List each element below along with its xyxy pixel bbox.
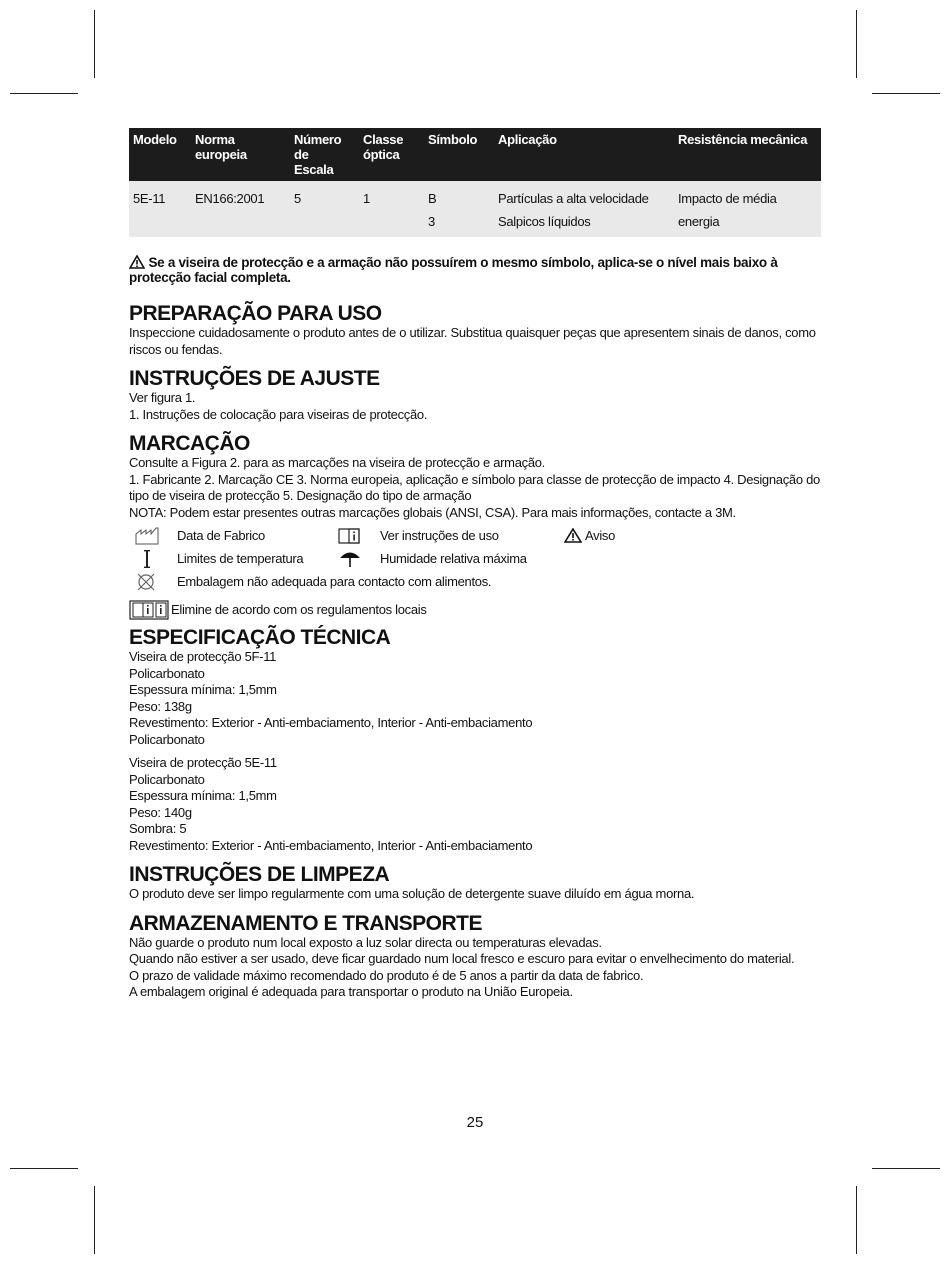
cell-simbolo — [424, 181, 494, 237]
spec-block-5e11 — [129, 755, 821, 854]
symbol-temperature — [129, 549, 338, 569]
not-food-safe-icon — [135, 572, 159, 592]
header-norma: Norma europeia — [191, 128, 290, 181]
crop-mark — [10, 1168, 78, 1169]
section-title-especificacao: ESPECIFICAÇÃO TÉCNICA — [129, 626, 391, 649]
spec-line: Policarbonato — [129, 665, 205, 681]
warning-note-text: Se a viseira de protecção e a armação não possuírem o mesmo símbolo, aplica-se o nível mais baixo à protecção facial completa. — [129, 255, 778, 285]
symbol-label: Elimine de acordo com os regulamentos locais — [171, 602, 427, 617]
symbol-food — [129, 572, 491, 592]
symbol-row — [129, 524, 821, 547]
header-simbolo: Símbolo — [424, 128, 494, 181]
symbol-label: Humidade relativa máxima — [380, 551, 527, 566]
symbol-disposal — [129, 600, 427, 620]
cell-classe: 1 — [359, 181, 424, 237]
armazenamento-line: Quando não estiver a ser usado, deve ficar guardado num local fresco e escuro para evitar o envelhecimento do material. — [129, 951, 795, 966]
section-title-ajuste: INSTRUÇÕES DE AJUSTE — [129, 367, 380, 390]
limpeza-text: O produto deve ser limpo regularmente com uma solução de detergente suave diluído em água morna. — [129, 886, 695, 901]
aplicacao-line: Partículas a alta velocidade — [498, 191, 649, 206]
header-modelo: Modelo — [129, 128, 191, 181]
cell-norma: EN166:2001 — [191, 181, 290, 237]
page-number: 25 — [466, 1114, 484, 1131]
table-header-row — [129, 128, 821, 181]
header-classe: Classe óptica — [359, 128, 424, 181]
spec-line: Viseira de protecção 5F-11 — [129, 649, 277, 664]
symbol-label: Ver instruções de uso — [380, 528, 499, 543]
symbol-label: Aviso — [585, 528, 616, 543]
warning-triangle-icon — [129, 255, 145, 269]
cell-modelo: 5E-11 — [129, 181, 191, 237]
symbol-row — [129, 570, 821, 593]
warning-triangle-icon — [564, 528, 582, 543]
symbol-humidity — [338, 549, 527, 569]
umbrella-icon — [338, 549, 362, 569]
section-title-marcacao: MARCAÇÃO — [129, 432, 250, 455]
table-row — [129, 181, 821, 237]
warning-note — [129, 255, 821, 285]
spec-line: Peso: 140g — [129, 804, 192, 820]
spec-line: Espessura mínima: 1,5mm — [129, 788, 277, 803]
armazenamento-line: Não guarde o produto num local exposto a luz solar directa ou temperaturas elevadas. — [129, 934, 602, 950]
section-title-limpeza: INSTRUÇÕES DE LIMPEZA — [129, 863, 390, 886]
manufacture-date-icon — [135, 527, 159, 545]
cell-aplicacao — [494, 181, 674, 237]
symbol-label: Limites de temperatura — [177, 551, 304, 566]
cell-escala: 5 — [290, 181, 359, 237]
spec-block-5f11 — [129, 649, 821, 748]
symbol-warning — [564, 528, 615, 543]
crop-mark — [10, 93, 78, 94]
crop-mark — [856, 1186, 857, 1254]
armazenamento-line: A embalagem original é adequada para transportar o produto na União Europeia. — [129, 984, 573, 999]
armazenamento-line: O prazo de validade máximo recomendado do produto é de 5 anos a partir da data de fabrico. — [129, 967, 644, 983]
symbol-label: Data de Fabrico — [177, 528, 265, 543]
section-title-armazenamento: ARMAZENAMENTO E TRANSPORTE — [129, 911, 482, 935]
crop-mark — [856, 10, 857, 78]
spec-line: Policarbonato — [129, 731, 205, 747]
simbolo-line: B — [428, 191, 437, 206]
spec-line: Policarbonato — [129, 771, 205, 787]
spec-line: Revestimento: Exterior - Anti-embaciamento, Interior - Anti-embaciamento — [129, 837, 533, 853]
preparacao-text: Inspeccione cuidadosamente o produto antes de o utilizar. Substitua quaisquer peças que apresentem sinais de danos, como riscos ou fendas. — [129, 325, 816, 357]
instructions-book-icon — [338, 528, 362, 544]
specification-table — [129, 128, 821, 237]
marcacao-line: NOTA: Podem estar presentes outras marcações globais (ANSI, CSA). Para mais informações, contacte a 3M. — [129, 504, 736, 520]
symbol-instructions — [338, 528, 564, 544]
crop-mark — [94, 1186, 95, 1254]
marcacao-line: 1. Fabricante 2. Marcação CE 3. Norma europeia, aplicação e símbolo para classe de protecção de impacto 4. Designação do tipo de viseira de protecção 5. Designação do tipo de armação — [129, 471, 820, 503]
marcacao-line: Consulte a Figura 2. para as marcações na viseira de protecção e armação. — [129, 455, 545, 470]
cell-resistencia: Impacto de média energia — [674, 181, 821, 237]
spec-line: Espessura mínima: 1,5mm — [129, 682, 277, 697]
ajuste-line: 1. Instruções de colocação para viseiras de protecção. — [129, 406, 428, 422]
symbol-label: Embalagem não adequada para contacto com alimentos. — [177, 574, 492, 589]
aplicacao-line: Salpicos líquidos — [498, 214, 591, 229]
crop-mark — [872, 1168, 940, 1169]
header-aplicacao: Aplicação — [494, 128, 674, 181]
symbol-date — [129, 527, 338, 545]
spec-line: Revestimento: Exterior - Anti-embaciamento, Interior - Anti-embaciamento — [129, 715, 533, 730]
temperature-icon — [135, 549, 159, 569]
header-resistencia: Resistência mecânica — [674, 128, 821, 181]
spec-line: Sombra: 5 — [129, 821, 187, 836]
disposal-instructions-icon — [129, 600, 169, 620]
section-title-preparacao: PREPARAÇÃO PARA USO — [129, 302, 382, 325]
document-page — [129, 128, 821, 1001]
spec-line: Peso: 138g — [129, 698, 192, 714]
ajuste-line: Ver figura 1. — [129, 390, 196, 405]
header-escala: Número de Escala — [290, 128, 359, 181]
crop-mark — [872, 93, 940, 94]
symbol-row — [129, 598, 821, 621]
spec-line: Viseira de protecção 5E-11 — [129, 755, 277, 770]
symbol-row — [129, 547, 821, 570]
crop-mark — [94, 10, 95, 78]
simbolo-line: 3 — [428, 214, 435, 229]
